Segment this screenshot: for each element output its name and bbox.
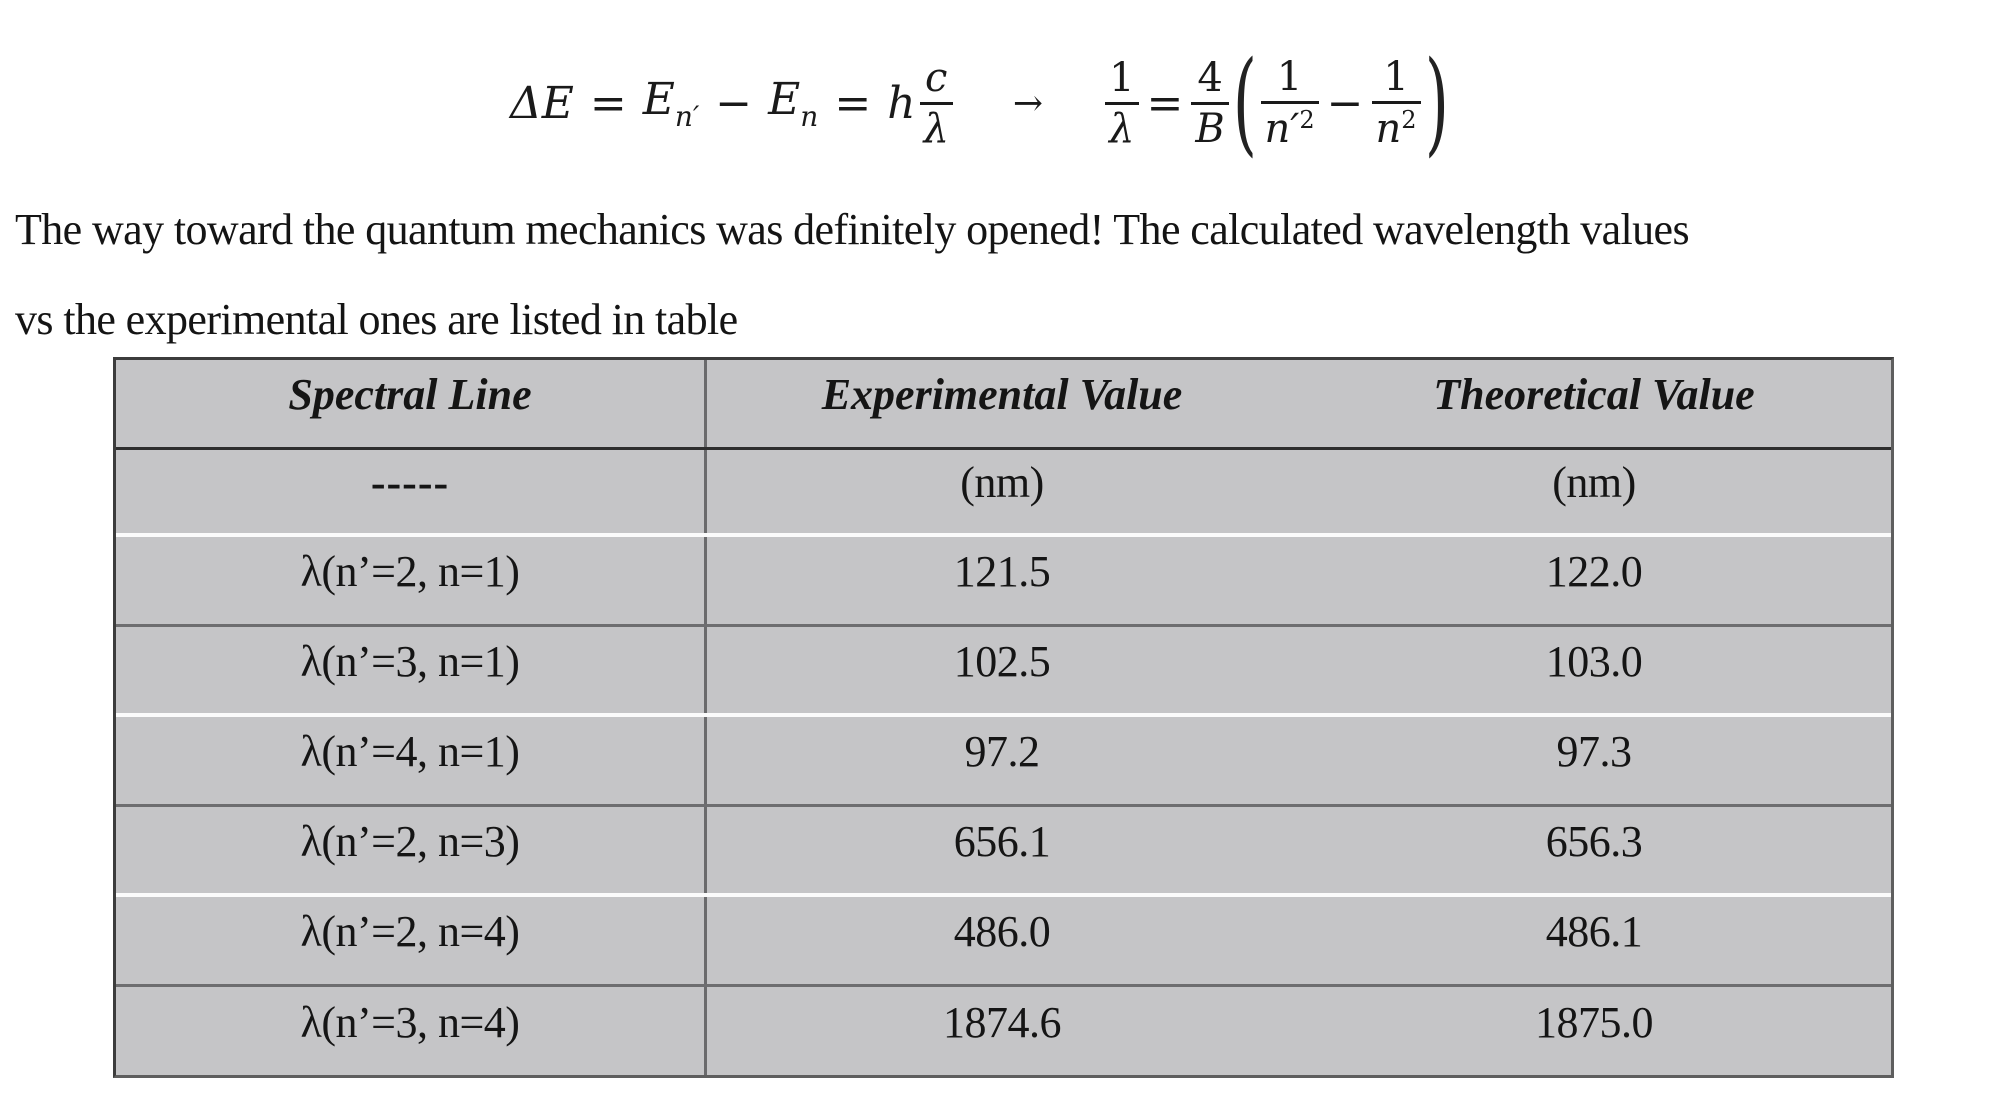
table-row [116, 897, 1891, 987]
superscript-two: 2 [1299, 106, 1315, 134]
equals-sign: = [1146, 77, 1184, 129]
energy-symbol: E [768, 73, 801, 125]
body-paragraph [15, 185, 2005, 365]
energy-n [768, 74, 818, 133]
header-spectral-line: Spectral Line [116, 360, 707, 447]
right-arrow-icon: → [1012, 82, 1044, 124]
cell-theoretical-value: 97.3 [1556, 727, 1632, 776]
fraction-numerator: 1 [1383, 54, 1409, 100]
table-row [116, 987, 1891, 1075]
fraction-denominator: λ [923, 105, 949, 152]
cell-experimental-value: 656.1 [953, 816, 1051, 866]
open-parenthesis: ( [1232, 38, 1257, 168]
close-parenthesis: ) [1424, 38, 1449, 168]
fraction-denominator: B [1195, 105, 1225, 152]
units-theoretical: (nm) [1552, 458, 1636, 507]
n-symbol: n [1375, 106, 1402, 152]
planck-constant: h [887, 77, 916, 129]
cell-theoretical-value: 656.3 [1545, 816, 1643, 866]
cell-experimental-value: 486.0 [953, 907, 1051, 956]
header-theoretical-value: Theoretical Value [1433, 370, 1755, 419]
fraction-numerator: 1 [1109, 54, 1135, 101]
minus-sign: − [715, 77, 753, 129]
cell-spectral-line: λ(n’=3, n=1) [116, 627, 707, 713]
delta-e-symbol: ΔE [510, 77, 574, 129]
table-row [116, 807, 1891, 897]
units-experimental: (nm) [960, 458, 1044, 507]
units-spectral-line: ----- [116, 450, 707, 533]
fraction-bar [1261, 101, 1319, 104]
energy-symbol: E [642, 73, 675, 125]
fraction-four-over-b [1191, 54, 1228, 152]
paragraph-line-2: vs the experimental ones are listed in table [15, 295, 738, 344]
cell-experimental-value: 1874.6 [943, 997, 1061, 1047]
cell-experimental-value: 102.5 [953, 636, 1051, 686]
table-header-row [116, 360, 1891, 450]
table-row [116, 627, 1891, 717]
fraction-bar [1372, 101, 1421, 104]
wavelength-comparison-table [113, 357, 1894, 1078]
rydberg-equation [510, 38, 1448, 168]
fraction-one-over-n-squared [1372, 54, 1421, 152]
table-units-row [116, 450, 1891, 537]
fraction-bar [1191, 102, 1228, 105]
cell-experimental-value: 121.5 [953, 547, 1051, 596]
cell-experimental-value: 97.2 [964, 727, 1040, 776]
cell-spectral-line: λ(n’=3, n=4) [116, 987, 707, 1075]
fraction-numerator: 4 [1197, 54, 1223, 101]
n-prime-symbol: n′ [1264, 106, 1300, 152]
subscript-n: n [800, 99, 819, 133]
cell-spectral-line: λ(n’=4, n=1) [116, 717, 707, 804]
cell-spectral-line: λ(n’=2, n=4) [116, 897, 707, 984]
cell-theoretical-value: 1875.0 [1535, 997, 1653, 1047]
superscript-two: 2 [1401, 106, 1417, 134]
equals-sign: = [834, 77, 872, 129]
minus-sign: − [1326, 77, 1364, 129]
fraction-denominator [1372, 106, 1421, 152]
fraction-c-over-lambda [920, 54, 953, 152]
table-row [116, 717, 1891, 807]
fraction-denominator: λ [1109, 105, 1135, 152]
header-experimental-value: Experimental Value [821, 370, 1183, 419]
subscript-n-prime: n′ [674, 99, 700, 133]
energy-n-prime [643, 74, 700, 133]
fraction-numerator: 1 [1276, 54, 1303, 100]
cell-theoretical-value: 103.0 [1545, 636, 1643, 686]
cell-spectral-line: λ(n’=2, n=1) [116, 537, 707, 624]
paragraph-line-1: The way toward the quantum mechanics was definitely opened! The calculated wavelength values [15, 205, 1690, 254]
table-row [116, 537, 1891, 627]
fraction-denominator [1261, 106, 1319, 152]
cell-theoretical-value: 486.1 [1545, 907, 1643, 956]
fraction-bar [1105, 102, 1138, 105]
fraction-numerator: c [925, 54, 948, 101]
cell-spectral-line: λ(n’=2, n=3) [116, 807, 707, 893]
fraction-bar [920, 102, 953, 105]
fraction-one-over-lambda [1105, 54, 1138, 152]
equals-sign: = [589, 77, 627, 129]
cell-theoretical-value: 122.0 [1545, 547, 1643, 596]
fraction-one-over-n-prime-squared [1261, 54, 1319, 152]
